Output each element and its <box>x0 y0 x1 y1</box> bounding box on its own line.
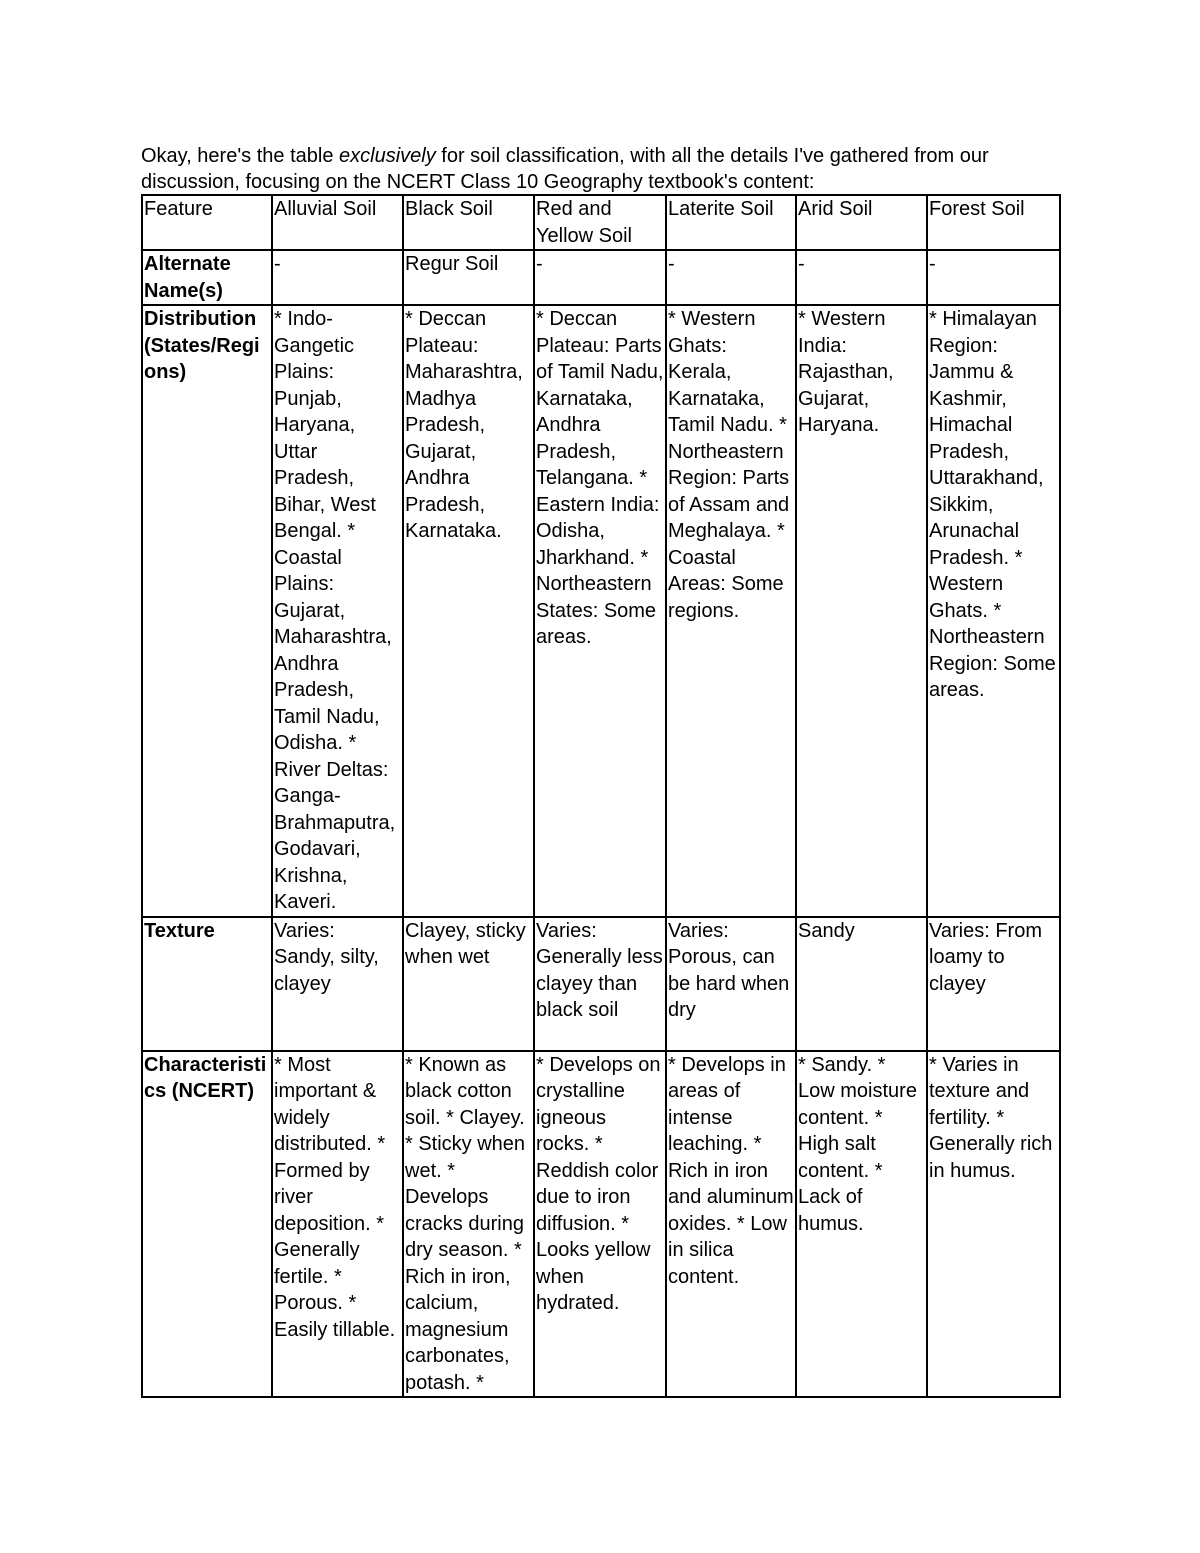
row-label-texture: Texture <box>142 917 272 1051</box>
table-cell: Varies: Generally less clayey than black soil <box>534 917 666 1051</box>
intro-text-start: Okay, here's the table <box>141 145 339 167</box>
table-cell: - <box>666 250 796 305</box>
header-black-soil: Black Soil <box>403 195 534 250</box>
table-cell: * Most important & widely distributed. * Formed by river deposition. * Generally fertile. * Porous. * Easily tillable. <box>272 1051 403 1398</box>
table-cell: * Western Ghats: Kerala, Karnataka, Tamil Nadu. * Northeastern Region: Parts of Assam and Meghalaya. * Coastal Areas: Some regions. <box>666 305 796 917</box>
table-row-characteristics <box>142 1051 1060 1398</box>
header-red-yellow-soil: Red and Yellow Soil <box>534 195 666 250</box>
table-header-row <box>142 195 1060 250</box>
table-row-texture <box>142 917 1060 1051</box>
intro-emphasis: exclusively <box>339 145 436 167</box>
table-cell: * Varies in texture and fertility. * Generally rich in humus. <box>927 1051 1060 1398</box>
table-cell: Varies: Porous, can be hard when dry <box>666 917 796 1051</box>
table-cell: - <box>796 250 927 305</box>
row-label-distribution: Distribution (States/Regions) <box>142 305 272 917</box>
header-arid-soil: Arid Soil <box>796 195 927 250</box>
soil-classification-table <box>141 194 1061 1398</box>
table-cell: - <box>927 250 1060 305</box>
table-cell: Sandy <box>796 917 927 1051</box>
row-label-characteristics: Characteristics (NCERT) <box>142 1051 272 1398</box>
table-cell: * Known as black cotton soil. * Clayey. * Sticky when wet. * Develops cracks during dry season. * Rich in iron, calcium, magnesium carbonates, potash. * <box>403 1051 534 1398</box>
table-cell: Regur Soil <box>403 250 534 305</box>
table-cell: Varies: Sandy, silty, clayey <box>272 917 403 1051</box>
intro-text-end: for soil classification, with all the details I've gathered from our discussion, focusing on the NCERT Class 10 Geography textbook's content: <box>141 145 989 193</box>
intro-paragraph <box>141 143 1071 195</box>
table-cell: * Sandy. * Low moisture content. * High salt content. * Lack of humus. <box>796 1051 927 1398</box>
table-cell: * Develops on crystalline igneous rocks. * Reddish color due to iron diffusion. * Looks yellow when hydrated. <box>534 1051 666 1398</box>
table-cell: * Indo-Gangetic Plains: Punjab, Haryana, Uttar Pradesh, Bihar, West Bengal. * Coastal Plains: Gujarat, Maharashtra, Andhra Pradesh, Tamil Nadu, Odisha. * River Deltas: Ganga-Brahmaputra, Godavari, Krishna, Kaveri. <box>272 305 403 917</box>
table-cell: - <box>272 250 403 305</box>
table-cell: * Western India: Rajasthan, Gujarat, Haryana. <box>796 305 927 917</box>
table-cell: Varies: From loamy to clayey <box>927 917 1060 1051</box>
header-alluvial-soil: Alluvial Soil <box>272 195 403 250</box>
header-forest-soil: Forest Soil <box>927 195 1060 250</box>
header-laterite-soil: Laterite Soil <box>666 195 796 250</box>
table-cell: * Himalayan Region: Jammu & Kashmir, Himachal Pradesh, Uttarakhand, Sikkim, Arunachal Pradesh. * Western Ghats. * Northeastern Region: Some areas. <box>927 305 1060 917</box>
table-cell: Clayey, sticky when wet <box>403 917 534 1051</box>
table-cell: * Develops in areas of intense leaching. * Rich in iron and aluminum oxides. * Low in silica content. <box>666 1051 796 1398</box>
table-cell: * Deccan Plateau: Parts of Tamil Nadu, Karnataka, Andhra Pradesh, Telangana. * Eastern India: Odisha, Jharkhand. * Northeastern States: Some areas. <box>534 305 666 917</box>
table-cell: * Deccan Plateau: Maharashtra, Madhya Pradesh, Gujarat, Andhra Pradesh, Karnataka. <box>403 305 534 917</box>
table-row-distribution <box>142 305 1060 917</box>
table-row-alternate-names <box>142 250 1060 305</box>
table-cell: - <box>534 250 666 305</box>
header-feature: Feature <box>142 195 272 250</box>
row-label-alternate-names: Alternate Name(s) <box>142 250 272 305</box>
